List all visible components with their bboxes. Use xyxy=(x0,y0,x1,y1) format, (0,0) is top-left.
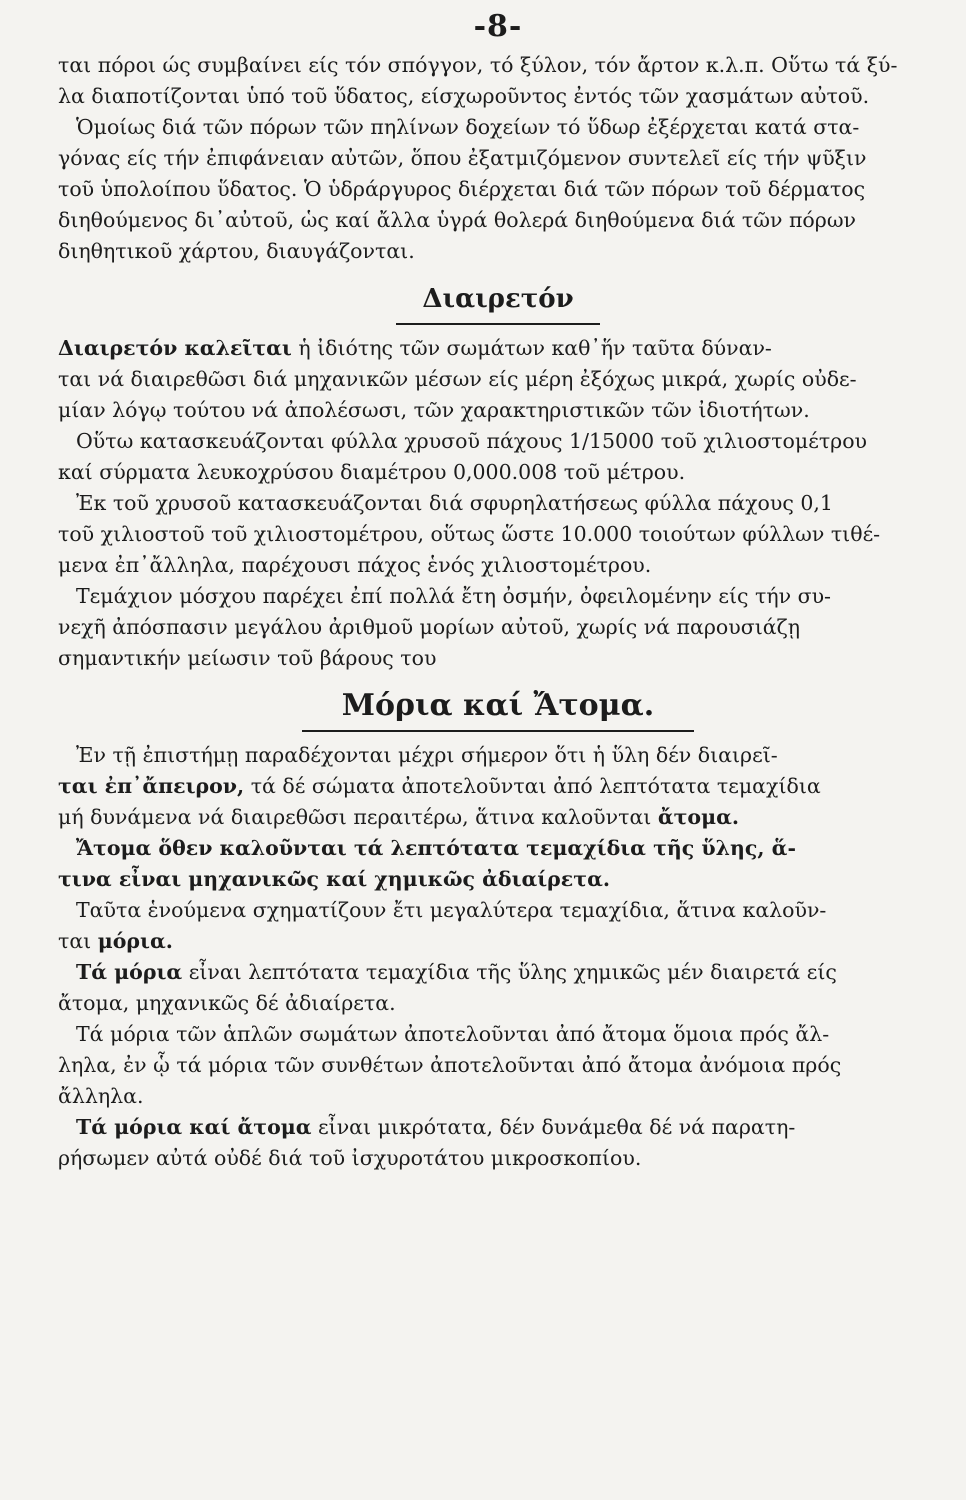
section-heading-wrap xyxy=(58,686,938,732)
text-line: σημαντικήν μείωσιν τοῦ βάρους του xyxy=(58,646,437,670)
definition-term: Διαιρετόν καλεῖται xyxy=(58,336,292,360)
text-line: λα διαποτίζονται ὑπό τοῦ ὕδατος, είσχωροῦντος ἐντός τῶν χασμάτων αὐτοῦ. xyxy=(58,84,870,108)
paragraph-definition xyxy=(58,333,938,426)
text-line: Τεμάχιον μόσχου παρέχει ἐπί πολλά ἔτη ὀσμήν, ὀφειλομένην είς τήν συ- xyxy=(76,584,831,608)
text-span: ται xyxy=(58,929,98,953)
text-line: διηθητικοῦ χάρτου, διαυγάζονται. xyxy=(58,239,415,263)
paragraph-science xyxy=(58,740,938,833)
text-line: διηθούμενος δι᾽αὐτοῦ, ὡς καί ἄλλα ὑγρά θολερά διηθούμενα διά τῶν πόρων xyxy=(58,208,857,232)
text-line: ἄτομα, μηχανικῶς δέ ἀδιαίρετα. xyxy=(58,991,396,1015)
section-heading-divisible: Διαιρετόν xyxy=(396,279,599,325)
paragraph-pores xyxy=(58,50,938,267)
text-line: Ὁμοίως διά τῶν πόρων τῶν πηλίνων δοχείων τό ὕδωρ ἐξέρχεται κατά στα- xyxy=(76,115,860,139)
paragraph-microscope xyxy=(58,1112,938,1174)
text-line: Τά μόρια τῶν ἁπλῶν σωμάτων ἀποτελοῦνται ἀπό ἄτομα ὅμοια πρός ἄλ- xyxy=(76,1022,830,1046)
text-line: ληλα, ἐν ᾧ τά μόρια τῶν συνθέτων ἀποτελοῦνται ἀπό ἄτομα ἀνόμοια πρός xyxy=(58,1053,842,1077)
text-line: τοῦ χιλιοστοῦ τοῦ χιλιοστομέτρου, οὕτως ὥστε 10.000 τοιούτων φύλλων τιθέ- xyxy=(58,522,881,546)
text-line: ται πόροι ώς συμβαίνει είς τόν σπόγγον, τό ξύλον, τόν ἄρτον κ.λ.π. Οὕτω τά ξύ- xyxy=(58,53,898,77)
text-line: καί σύρματα λευκοχρύσου διαμέτρου 0,000.008 τοῦ μέτρου. xyxy=(58,460,686,484)
paragraph-simple-compound xyxy=(58,1019,938,1112)
text-span: εἶναι μικρότατα, δέν δυνάμεθα δέ νά παρατη- xyxy=(311,1115,796,1139)
paragraph-musk xyxy=(58,581,938,674)
emphasis-text: Τά μόρια καί ἄτομα xyxy=(76,1115,312,1139)
paragraph-gold-leaf xyxy=(58,426,938,488)
text-line: μίαν λόγῳ τούτου νά ἀπολέσωσι, τῶν χαρακτηριστικῶν τῶν ἰδιοτήτων. xyxy=(58,398,810,422)
text-span: ἡ ἰδιότης τῶν σωμάτων καθ᾽ἥν ταῦτα δύναν- xyxy=(291,336,772,360)
section-heading-molecules-atoms: Μόρια καί Ἄτομα. xyxy=(302,686,694,732)
text-line: μενα ἐπ᾽ἄλληλα, παρέχουσι πάχος ἑνός χιλιοστομέτρου. xyxy=(58,553,652,577)
page-number: -8- xyxy=(473,9,523,44)
text-line: νεχῆ ἀπόσπασιν μεγάλου ἀριθμοῦ μορίων αὐτοῦ, χωρίς νά παρουσιάζῃ xyxy=(58,615,800,639)
paragraph-atoms-definition xyxy=(58,833,938,895)
text-line: τινα εἶναι μηχανικῶς καί χημικῶς ἀδιαίρετα. xyxy=(58,867,610,891)
text-line: Ταῦτα ἑνούμενα σχηματίζουν ἔτι μεγαλύτερα τεμαχίδια, ἅτινα καλοῦν- xyxy=(76,898,827,922)
text-span: εἶναι λεπτότατα τεμαχίδια τῆς ὕλης χημικῶς μέν διαιρετά είς xyxy=(182,960,837,984)
text-line: Οὕτω κατασκευάζονται φύλλα χρυσοῦ πάχους 1/15000 τοῦ χιλιοστομέτρου xyxy=(76,429,868,453)
text-line: ται νά διαιρεθῶσι διά μηχανικῶν μέσων είς μέρη ἐξόχως μικρά, χωρίς οὐδε- xyxy=(58,367,857,391)
paragraph-unite xyxy=(58,895,938,957)
paragraph-hammering xyxy=(58,488,938,581)
section-heading-wrap xyxy=(58,279,938,325)
text-line: γόνας είς τήν ἐπιφάνειαν αὐτῶν, ὅπου ἐξατμιζόμενον συντελεῖ είς τήν ψῦξιν xyxy=(58,146,867,170)
text-line: Ἄτομα ὅθεν καλοῦνται τά λεπτότατα τεμαχίδια τῆς ὕλης, ἅ- xyxy=(76,836,796,860)
emphasis-text: μόρια. xyxy=(97,929,173,953)
emphasis-text: ἄτομα. xyxy=(657,805,740,829)
text-span: μή δυνάμενα νά διαιρεθῶσι περαιτέρω, ἅτινα καλοῦνται xyxy=(58,805,658,829)
text-line: ἄλληλα. xyxy=(58,1084,144,1108)
emphasis-text: ται ἐπ᾽ἄπειρον, xyxy=(58,774,245,798)
text-line: ρήσωμεν αὐτά οὐδέ διά τοῦ ἰσχυροτάτου μικροσκοπίου. xyxy=(58,1146,642,1170)
text-span: τά δέ σώματα ἀποτελοῦνται ἀπό λεπτότατα τεμαχίδια xyxy=(244,774,821,798)
text-line: Ἐκ τοῦ χρυσοῦ κατασκευάζονται διά σφυρηλατήσεως φύλλα πάχους 0,1 xyxy=(76,491,833,515)
paragraph-molecules-definition xyxy=(58,957,938,1019)
text-line: τοῦ ὑπολοίπου ὕδατος. Ὁ ὑδράργυρος διέρχεται διά τῶν πόρων τοῦ δέρματος xyxy=(58,177,866,201)
emphasis-text: Τά μόρια xyxy=(76,960,183,984)
text-line: Ἐν τῇ ἐπιστήμῃ παραδέχονται μέχρι σήμερον ὅτι ἡ ὕλη δέν διαιρεῖ- xyxy=(76,743,778,767)
